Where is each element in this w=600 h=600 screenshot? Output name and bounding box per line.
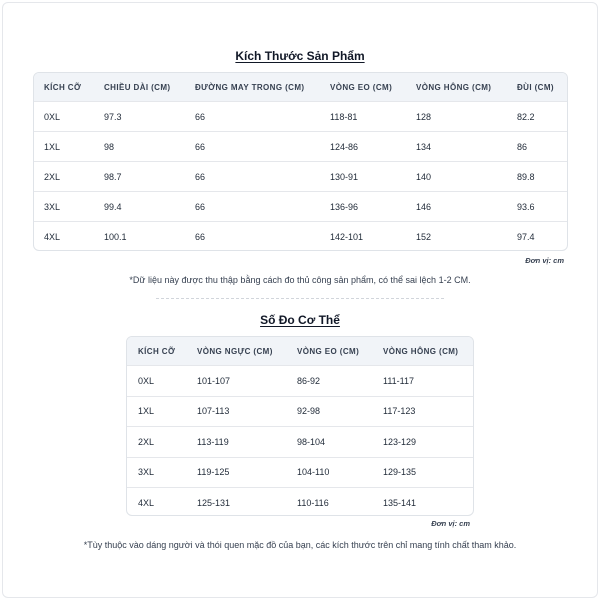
header-cell: VÒNG HÔNG (CM) — [416, 82, 492, 92]
header-cell: VÒNG EO (CM) — [297, 346, 360, 356]
header-cell: VÒNG EO (CM) — [330, 82, 393, 92]
table-cell: 0XL — [138, 375, 155, 386]
table-header-row — [127, 337, 473, 365]
table-cell: 118-81 — [330, 111, 358, 122]
table-row — [34, 161, 567, 191]
table-cell: 136-96 — [330, 201, 359, 212]
table-cell: 97.4 — [517, 231, 535, 242]
table-cell: 135-141 — [383, 497, 417, 508]
product-size-title: Kích Thước Sản Phẩm — [235, 49, 365, 63]
header-cell: ĐƯỜNG MAY TRONG (CM) — [195, 82, 305, 92]
table-cell: 146 — [416, 201, 432, 212]
table-row — [127, 396, 473, 427]
product-size-note: *Dữ liệu này được thu thập bằng cách đo thủ công sản phẩm, có thể sai lệch 1-2 CM. — [129, 275, 471, 285]
table-row — [34, 101, 567, 131]
table-cell: 66 — [195, 111, 206, 122]
table-cell: 98 — [104, 141, 115, 152]
table-cell: 98.7 — [104, 171, 122, 182]
table-cell: 86-92 — [297, 375, 321, 386]
table-cell: 92-98 — [297, 406, 321, 417]
table-cell: 104-110 — [297, 467, 330, 478]
table-cell: 3XL — [138, 467, 155, 478]
table-row — [34, 191, 567, 221]
table-cell: 4XL — [44, 231, 61, 242]
table-cell: 129-135 — [383, 467, 417, 478]
table-cell: 113-119 — [197, 436, 229, 447]
table-cell: 128 — [416, 111, 432, 122]
product-size-unit: Đơn vị: cm — [525, 256, 564, 265]
table-cell: 124-86 — [330, 141, 359, 152]
table-cell: 66 — [195, 201, 206, 212]
table-cell: 123-129 — [383, 436, 417, 447]
body-size-table — [126, 336, 474, 516]
table-cell: 3XL — [44, 201, 61, 212]
table-cell: 2XL — [44, 171, 61, 182]
table-row — [127, 457, 473, 488]
header-cell: VÒNG NGỰC (CM) — [197, 346, 273, 356]
table-cell: 110-116 — [297, 497, 329, 508]
table-cell: 99.4 — [104, 201, 122, 212]
table-cell: 125-131 — [197, 497, 231, 508]
table-cell: 119-125 — [197, 467, 230, 478]
body-size-unit: Đơn vị: cm — [431, 519, 470, 528]
table-cell: 130-91 — [330, 171, 359, 182]
table-row — [127, 365, 473, 396]
table-cell: 1XL — [44, 141, 61, 152]
table-cell: 134 — [416, 141, 432, 152]
table-cell: 111-117 — [383, 375, 415, 386]
table-cell: 4XL — [138, 497, 155, 508]
table-cell: 66 — [195, 141, 206, 152]
header-cell: VÒNG HÔNG (CM) — [383, 346, 459, 356]
table-cell: 86 — [517, 141, 528, 152]
table-row — [127, 426, 473, 457]
table-cell: 82.2 — [517, 111, 535, 122]
header-cell: KÍCH CỠ — [138, 346, 176, 356]
table-header-row — [34, 73, 567, 101]
section-divider — [156, 298, 444, 299]
table-cell: 0XL — [44, 111, 61, 122]
body-size-note: *Tùy thuộc vào dáng người và thói quen mặc đồ của bạn, các kích thước trên chỉ mang tính chất tham khảo. — [83, 540, 517, 550]
header-cell: ĐÙI (CM) — [517, 82, 554, 92]
table-cell: 93.6 — [517, 201, 535, 212]
table-cell: 107-113 — [197, 406, 230, 417]
table-cell: 66 — [195, 231, 206, 242]
table-cell: 142-101 — [330, 231, 364, 242]
table-cell: 97.3 — [104, 111, 122, 122]
table-cell: 2XL — [138, 436, 155, 447]
table-cell: 98-104 — [297, 436, 326, 447]
table-cell: 152 — [416, 231, 432, 242]
table-row — [34, 131, 567, 161]
table-row — [34, 221, 567, 251]
table-cell: 1XL — [138, 406, 155, 417]
body-size-title: Số Đo Cơ Thể — [260, 313, 340, 327]
table-cell: 140 — [416, 171, 432, 182]
table-cell: 101-107 — [197, 375, 231, 386]
table-cell: 117-123 — [383, 406, 416, 417]
header-cell: CHIỀU DÀI (CM) — [104, 82, 171, 92]
table-row — [127, 487, 473, 516]
table-cell: 100.1 — [104, 231, 127, 242]
table-cell: 66 — [195, 171, 206, 182]
header-cell: KÍCH CỠ — [44, 82, 82, 92]
product-size-table — [33, 72, 568, 251]
table-cell: 89.8 — [517, 171, 535, 182]
